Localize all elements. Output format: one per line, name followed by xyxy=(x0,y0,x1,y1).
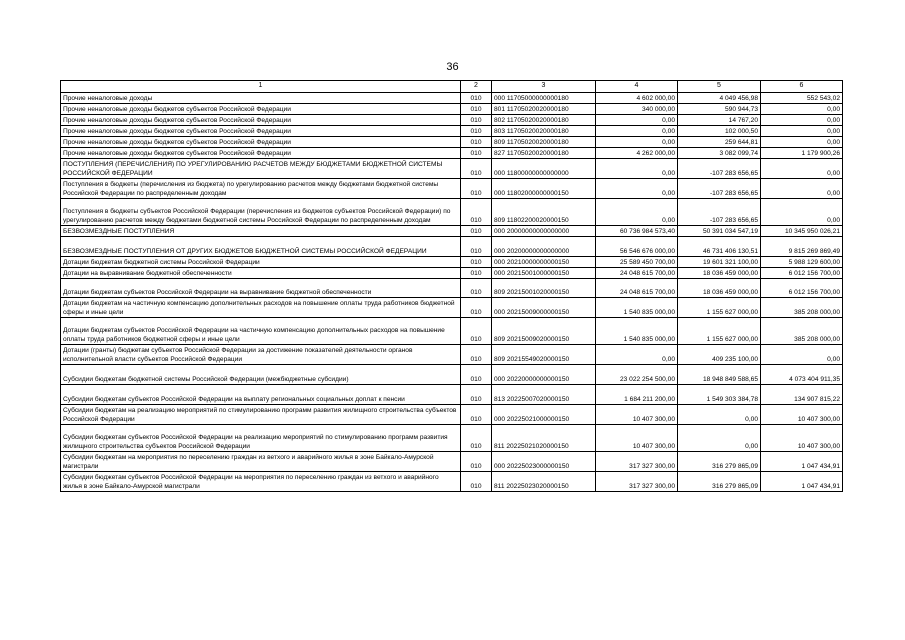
row-kbk-cell: 000 11705000000000180 xyxy=(492,93,596,104)
row-unexecuted-value: 552 543,02 xyxy=(761,93,843,104)
row-kbk-cell: 000 20225021000000150 xyxy=(492,405,596,425)
row-executed-value: 1 155 627 000,00 xyxy=(678,318,761,345)
table-row xyxy=(61,268,843,279)
row-unexecuted-value: 0,00 xyxy=(761,104,843,115)
row-executed-value: 316 279 865,09 xyxy=(678,452,761,472)
row-executed-value: 46 731 406 130,51 xyxy=(678,237,761,257)
row-code-cell: 010 xyxy=(461,126,492,137)
row-kbk-cell: 000 11800000000000000 xyxy=(492,159,596,179)
row-code-cell: 010 xyxy=(461,268,492,279)
row-kbk-cell: 000 20200000000000000 xyxy=(492,237,596,257)
row-unexecuted-value: 6 012 156 700,00 xyxy=(761,268,843,279)
row-name-cell: Прочие неналоговые доходы xyxy=(61,93,461,104)
row-plan-value: 24 048 615 700,00 xyxy=(596,268,678,279)
row-kbk-cell: 809 11802200020000150 xyxy=(492,199,596,226)
row-code-cell: 010 xyxy=(461,425,492,452)
row-executed-value: 1 549 303 384,78 xyxy=(678,385,761,405)
table-row xyxy=(61,318,843,345)
row-kbk-cell: 000 20210000000000150 xyxy=(492,257,596,268)
row-kbk-cell: 000 20000000000000000 xyxy=(492,226,596,237)
row-executed-value: 14 767,20 xyxy=(678,115,761,126)
row-unexecuted-value: 1 047 434,91 xyxy=(761,472,843,492)
row-kbk-cell: 000 20225023000000150 xyxy=(492,452,596,472)
table-row xyxy=(61,298,843,318)
row-executed-value: 0,00 xyxy=(678,425,761,452)
row-executed-value: 4 049 456,98 xyxy=(678,93,761,104)
row-name-cell: Прочие неналоговые доходы бюджетов субъектов Российской Федерации xyxy=(61,104,461,115)
table-row xyxy=(61,148,843,159)
row-plan-value: 1 540 835 000,00 xyxy=(596,318,678,345)
row-name-cell: Субсидии бюджетам на реализацию мероприятий по стимулированию программ развития жилищного строительства субъектов Российской Федерации xyxy=(61,405,461,425)
row-executed-value: 18 036 459 000,00 xyxy=(678,268,761,279)
row-kbk-cell: 813 20225007020000150 xyxy=(492,385,596,405)
row-unexecuted-value: 0,00 xyxy=(761,159,843,179)
row-executed-value: 102 000,50 xyxy=(678,126,761,137)
table-row xyxy=(61,159,843,179)
row-unexecuted-value: 4 073 404 911,35 xyxy=(761,365,843,385)
row-code-cell: 010 xyxy=(461,237,492,257)
table-row xyxy=(61,365,843,385)
row-plan-value: 4 262 000,00 xyxy=(596,148,678,159)
table-row xyxy=(61,472,843,492)
row-plan-value: 10 407 300,00 xyxy=(596,405,678,425)
row-kbk-cell: 000 20215009000000150 xyxy=(492,298,596,318)
row-unexecuted-value: 1 047 434,91 xyxy=(761,452,843,472)
row-plan-value: 25 589 450 700,00 xyxy=(596,257,678,268)
row-executed-value: 18 036 459 000,00 xyxy=(678,279,761,298)
row-plan-value: 24 048 615 700,00 xyxy=(596,279,678,298)
row-name-cell: ПОСТУПЛЕНИЯ (ПЕРЕЧИСЛЕНИЯ) ПО УРЕГУЛИРОВАНИЮ РАСЧЕТОВ МЕЖДУ БЮДЖЕТАМИ БЮДЖЕТНОЙ СИСТЕМЫ РОССИЙСКОЙ ФЕДЕРАЦИИ xyxy=(61,159,461,179)
budget-table xyxy=(60,80,843,492)
row-code-cell: 010 xyxy=(461,365,492,385)
row-name-cell: Дотации бюджетам субъектов Российской Федерации на частичную компенсацию дополнительных расходов на повышение оплаты труда работников бюджетной сферы и иные цели xyxy=(61,318,461,345)
row-name-cell: Прочие неналоговые доходы бюджетов субъектов Российской Федерации xyxy=(61,126,461,137)
table-row xyxy=(61,257,843,268)
row-name-cell: Субсидии бюджетам бюджетной системы Российской Федерации (межбюджетные субсидии) xyxy=(61,365,461,385)
row-kbk-cell: 811 20225021020000150 xyxy=(492,425,596,452)
row-name-cell: БЕЗВОЗМЕЗДНЫЕ ПОСТУПЛЕНИЯ xyxy=(61,226,461,237)
row-plan-value: 0,00 xyxy=(596,199,678,226)
header-row xyxy=(61,81,843,93)
row-unexecuted-value: 6 012 156 700,00 xyxy=(761,279,843,298)
row-name-cell: Дотации бюджетам субъектов Российской Федерации на выравнивание бюджетной обеспеченности xyxy=(61,279,461,298)
row-unexecuted-value: 0,00 xyxy=(761,345,843,365)
row-unexecuted-value: 0,00 xyxy=(761,199,843,226)
table-row xyxy=(61,104,843,115)
row-code-cell: 010 xyxy=(461,405,492,425)
table-row xyxy=(61,385,843,405)
row-plan-value: 0,00 xyxy=(596,179,678,199)
header-col-2: 2 xyxy=(461,81,492,93)
row-name-cell: Прочие неналоговые доходы бюджетов субъектов Российской Федерации xyxy=(61,137,461,148)
row-unexecuted-value: 385 208 000,00 xyxy=(761,298,843,318)
row-name-cell: Дотации (гранты) бюджетам субъектов Российской Федерации за достижение показателей деятельности органов исполнительной власти субъектов Российской Федерации xyxy=(61,345,461,365)
table-row xyxy=(61,115,843,126)
row-name-cell: Прочие неналоговые доходы бюджетов субъектов Российской Федерации xyxy=(61,115,461,126)
row-name-cell: Дотации на выравнивание бюджетной обеспеченности xyxy=(61,268,461,279)
header-col-1: 1 xyxy=(61,81,461,93)
row-unexecuted-value: 0,00 xyxy=(761,179,843,199)
table-row xyxy=(61,345,843,365)
row-unexecuted-value: 10 407 300,00 xyxy=(761,425,843,452)
row-code-cell: 010 xyxy=(461,115,492,126)
row-kbk-cell: 803 11705020020000180 xyxy=(492,126,596,137)
row-kbk-cell: 809 11705020020000180 xyxy=(492,137,596,148)
table-row xyxy=(61,137,843,148)
row-code-cell: 010 xyxy=(461,318,492,345)
row-code-cell: 010 xyxy=(461,148,492,159)
row-name-cell: Субсидии бюджетам субъектов Российской Федерации на мероприятия по переселению граждан из ветхого и аварийного жилья в зоне Байкало-Амурской магистрали xyxy=(61,472,461,492)
row-code-cell: 010 xyxy=(461,385,492,405)
header-col-6: 6 xyxy=(761,81,843,93)
row-executed-value: 19 601 321 100,00 xyxy=(678,257,761,268)
row-name-cell: Субсидии бюджетам субъектов Российской Федерации на выплату региональных социальных доплат к пенсии xyxy=(61,385,461,405)
row-executed-value: 18 948 849 588,65 xyxy=(678,365,761,385)
row-plan-value: 0,00 xyxy=(596,345,678,365)
row-code-cell: 010 xyxy=(461,298,492,318)
row-name-cell: Дотации бюджетам на частичную компенсацию дополнительных расходов на повышение оплаты труда работников бюджетной сферы и иные цели xyxy=(61,298,461,318)
row-plan-value: 4 602 000,00 xyxy=(596,93,678,104)
table-row xyxy=(61,179,843,199)
row-unexecuted-value: 134 907 815,22 xyxy=(761,385,843,405)
row-executed-value: 0,00 xyxy=(678,405,761,425)
row-unexecuted-value: 0,00 xyxy=(761,137,843,148)
row-name-cell: БЕЗВОЗМЕЗДНЫЕ ПОСТУПЛЕНИЯ ОТ ДРУГИХ БЮДЖЕТОВ БЮДЖЕТНОЙ СИСТЕМЫ РОССИЙСКОЙ ФЕДЕРАЦИИ xyxy=(61,237,461,257)
row-executed-value: -107 283 656,65 xyxy=(678,179,761,199)
row-kbk-cell: 809 20215549020000150 xyxy=(492,345,596,365)
row-kbk-cell: 801 11705020020000180 xyxy=(492,104,596,115)
row-code-cell: 010 xyxy=(461,104,492,115)
row-unexecuted-value: 1 179 900,26 xyxy=(761,148,843,159)
row-executed-value: 50 391 034 547,19 xyxy=(678,226,761,237)
table-row xyxy=(61,93,843,104)
row-code-cell: 010 xyxy=(461,199,492,226)
header-col-3: 3 xyxy=(492,81,596,93)
row-kbk-cell: 000 11802000000000150 xyxy=(492,179,596,199)
page-number: 36 xyxy=(446,61,459,73)
row-plan-value: 317 327 300,00 xyxy=(596,472,678,492)
row-executed-value: -107 283 656,65 xyxy=(678,199,761,226)
row-executed-value: 409 235 100,00 xyxy=(678,345,761,365)
row-code-cell: 010 xyxy=(461,345,492,365)
table-row xyxy=(61,279,843,298)
row-kbk-cell: 000 20220000000000150 xyxy=(492,365,596,385)
row-name-cell: Субсидии бюджетам на мероприятия по переселению граждан из ветхого и аварийного жилья в зоне Байкало-Амурской магистрали xyxy=(61,452,461,472)
row-unexecuted-value: 10 407 300,00 xyxy=(761,405,843,425)
row-unexecuted-value: 10 345 950 026,21 xyxy=(761,226,843,237)
row-executed-value: -107 283 656,65 xyxy=(678,159,761,179)
header-col-5: 5 xyxy=(678,81,761,93)
row-kbk-cell: 827 11705020020000180 xyxy=(492,148,596,159)
row-code-cell: 010 xyxy=(461,179,492,199)
row-plan-value: 340 000,00 xyxy=(596,104,678,115)
row-plan-value: 1 540 835 000,00 xyxy=(596,298,678,318)
row-code-cell: 010 xyxy=(461,159,492,179)
row-name-cell: Поступления в бюджеты субъектов Российской Федерации (перечисления из бюджетов субъектов Российской Федерации) по урегулированию расчетов между бюджетами бюджетной системы Российской Федерации по распределенным доходам xyxy=(61,199,461,226)
row-code-cell: 010 xyxy=(461,257,492,268)
row-unexecuted-value: 385 208 000,00 xyxy=(761,318,843,345)
table-row xyxy=(61,405,843,425)
row-plan-value: 317 327 300,00 xyxy=(596,452,678,472)
row-plan-value: 60 736 984 573,40 xyxy=(596,226,678,237)
row-plan-value: 0,00 xyxy=(596,137,678,148)
row-plan-value: 56 546 676 000,00 xyxy=(596,237,678,257)
table-row xyxy=(61,199,843,226)
row-name-cell: Дотации бюджетам бюджетной системы Российской Федерации xyxy=(61,257,461,268)
header-col-4: 4 xyxy=(596,81,678,93)
row-kbk-cell: 000 20215001000000150 xyxy=(492,268,596,279)
row-code-cell: 010 xyxy=(461,226,492,237)
table-row xyxy=(61,226,843,237)
row-executed-value: 259 644,81 xyxy=(678,137,761,148)
row-plan-value: 0,00 xyxy=(596,126,678,137)
row-name-cell: Прочие неналоговые доходы бюджетов субъектов Российской Федерации xyxy=(61,148,461,159)
row-kbk-cell: 809 20215009020000150 xyxy=(492,318,596,345)
row-code-cell: 010 xyxy=(461,93,492,104)
row-plan-value: 10 407 300,00 xyxy=(596,425,678,452)
row-kbk-cell: 811 20225023020000150 xyxy=(492,472,596,492)
table-body xyxy=(61,93,843,492)
table-row xyxy=(61,237,843,257)
row-plan-value: 0,00 xyxy=(596,115,678,126)
row-code-cell: 010 xyxy=(461,137,492,148)
table-row xyxy=(61,126,843,137)
row-name-cell: Субсидии бюджетам субъектов Российской Федерации на реализацию мероприятий по стимулированию программ развития жилищного строительства субъектов Российской Федерации xyxy=(61,425,461,452)
table-row xyxy=(61,452,843,472)
row-executed-value: 3 082 099,74 xyxy=(678,148,761,159)
row-unexecuted-value: 5 988 129 600,00 xyxy=(761,257,843,268)
row-unexecuted-value: 0,00 xyxy=(761,126,843,137)
row-kbk-cell: 802 11705020020000180 xyxy=(492,115,596,126)
row-executed-value: 590 944,73 xyxy=(678,104,761,115)
row-executed-value: 1 155 627 000,00 xyxy=(678,298,761,318)
row-unexecuted-value: 9 815 269 869,49 xyxy=(761,237,843,257)
row-code-cell: 010 xyxy=(461,452,492,472)
row-plan-value: 1 684 211 200,00 xyxy=(596,385,678,405)
row-kbk-cell: 809 20215001020000150 xyxy=(492,279,596,298)
table-row xyxy=(61,425,843,452)
row-unexecuted-value: 0,00 xyxy=(761,115,843,126)
row-code-cell: 010 xyxy=(461,472,492,492)
row-plan-value: 23 022 254 500,00 xyxy=(596,365,678,385)
row-executed-value: 316 279 865,09 xyxy=(678,472,761,492)
row-name-cell: Поступления в бюджеты (перечисления из бюджета) по урегулированию расчетов между бюджетами бюджетной системы Российской Федерации по распределенным доходам xyxy=(61,179,461,199)
row-plan-value: 0,00 xyxy=(596,159,678,179)
row-code-cell: 010 xyxy=(461,279,492,298)
